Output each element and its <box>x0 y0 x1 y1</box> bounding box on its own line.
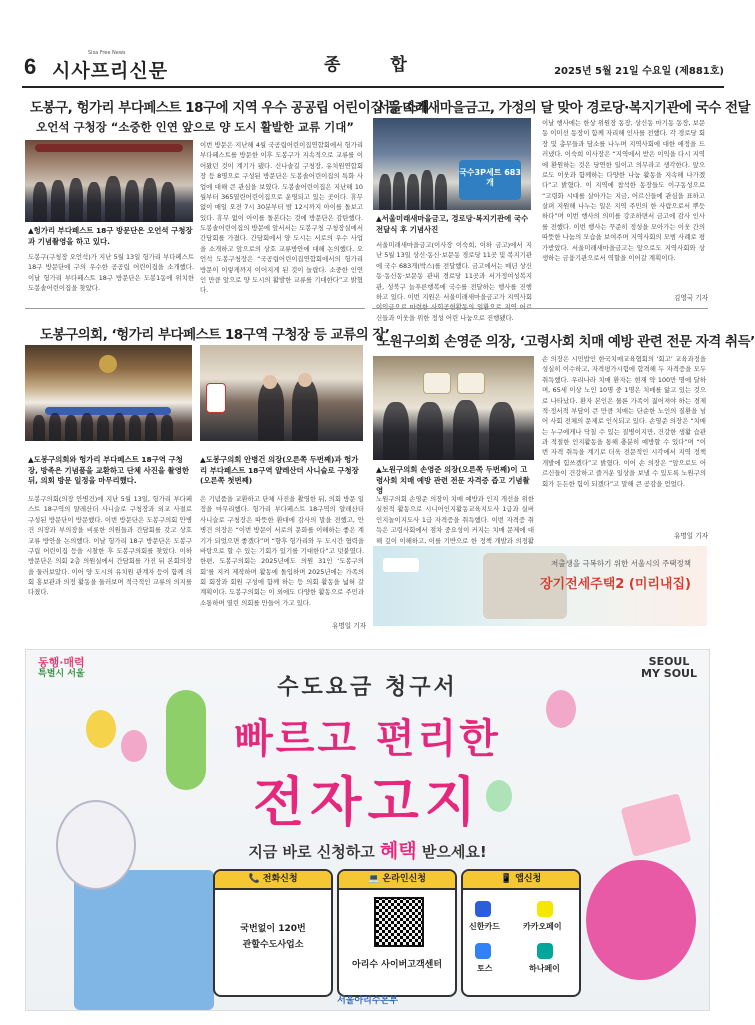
photo-person <box>81 413 93 441</box>
article2-byline: 김영국 기자 <box>674 294 708 302</box>
photo-person <box>421 170 433 210</box>
article1-body-right: 이번 방문은 지난해 4월 국공립어린이집연합회에서 헝가리 부다페스트를 방문한 이후 도봉구가 지속적으로 교류를 이어왔던 것이 계기가 됐다. 신나솔길 구청장, 유치원연합회장 등 8명으로 구성된 방문단은 도봉솔어린이집의 특화 사업에 대해 큰 관심을 보였다. 도봉솔어린이집은 지난해 10월부터 365열린어린이집으로 운영되고 있는 곳이다. 휴무 없이 매일 오전 7시 30분부터 밤 12시까지 아이를 돌보고 있다. 휴무 없이 아이를 돌본다는 것에 방문단은 감탄했다. 도봉솔어린이집의 방문에 앞서서는 도봉구청 구청장실에서 간담회를 가졌다. 간담회에서 양 도시는 서로의 우수 사업을 소개하고 앞으로의 상호 교류방안에 대해 논의했다. 오언석 도봉구청장은 “국공립어린이집연합회에서의 헝가리 방문이 이렇게까지 이어지게 된 것이 놀랍다. 소중한 인연인 만큼 앞으로 양 도시의 활발한 교류를 기대한다”고 밝혔다. <box>200 141 363 295</box>
photo-person <box>143 178 157 222</box>
logo-right-line2: MY SOUL <box>641 667 697 681</box>
photo-person <box>417 402 443 460</box>
kakaopay-icon[interactable] <box>537 901 553 917</box>
logo-right-line1: SEOUL <box>648 655 690 668</box>
tagline-pre: 지금 바로 신청하고 <box>248 843 380 861</box>
phone-signup-card[interactable] <box>213 869 333 997</box>
article1-subhead: 오언석 구청장 “소중한 인연 앞으로 양 도시 활발한 교류 기대” <box>36 120 354 134</box>
article3-caption-right: ▲도봉구의회 안병건 의장(오른쪽 두번째)과 헝가리 부다페스트 18구역 얄레산더 사니슬로 구청장(오른쪽 첫번째) <box>200 455 359 486</box>
photo-person <box>393 172 405 210</box>
online-card-title: 💻 온라인신청 <box>339 871 455 890</box>
photo-person <box>258 381 284 441</box>
photo-person <box>51 180 65 222</box>
newspaper-english-name: Sisa Free News <box>88 50 126 56</box>
housing-ad[interactable] <box>373 546 707 626</box>
photo-person <box>383 402 409 460</box>
photo-person <box>489 402 515 460</box>
qr-code-icon[interactable] <box>374 897 424 947</box>
photo-person <box>69 178 83 222</box>
app3-label: 토스 <box>477 964 493 973</box>
article4-caption: ▲노원구의회 손영준 의장(오른쪽 두번째)이 고령사회 치매 예방 관련 전문 자격증 즙고 기념촬영 <box>376 465 530 496</box>
photo-sign: 국수3P세트 683개 <box>459 160 521 200</box>
logo-left-sub: 특별시 서울 <box>38 669 85 680</box>
photo-person <box>379 174 391 210</box>
certificate-icon <box>423 372 451 394</box>
photo-person <box>113 413 125 441</box>
ad-title-line1: 빠르고 편리한 <box>234 716 501 762</box>
gift-box-icon <box>74 870 214 1010</box>
seoul-waterworks-logo: 서울아리수본부 <box>337 996 398 1006</box>
water-bill-ad[interactable] <box>25 649 710 1011</box>
article3-body-right: 은 기념품을 교환하고 단체 사진을 촬영한 뒤, 의회 방문 일정을 마무리했다. 헝가리 부다페스트 18구역의 얄레산더 사니슬로 구청장은 따뜻한 환대에 감사의 말을 전했고, 안병건 의장은 “이번 방문이 서로의 문화를 이해하는 좋은 계기가 되었으면 좋겠다”며 “향후 헝가리와 두 도시간 협력을 바탕으로 할 수 있는 기회가 있기를 기대한다”고 덧붙였다. 한편, 도봉구의회는 2025년에도 의원 31인 ‘도봉구의회’를 지켜 제작하며 활동에 돌입하며 2025년에는 가족의회 회장과 회원 구성에 함께 하는 등 의회 활동을 넓혀 갈 계획이다. 도봉구의회는 이 외에도 다양한 활동으로 주민과 소통하며 열린 의회를 만들어 가고 있다. <box>200 495 364 607</box>
certificate-icon <box>457 372 485 394</box>
logo-left-main: 동행·매력 <box>38 656 85 669</box>
photo-person <box>97 415 109 441</box>
photo-person <box>33 182 47 222</box>
photo-head <box>263 375 277 389</box>
phone-card-title: 📞 전화신청 <box>215 871 331 890</box>
shinhan-card-icon[interactable] <box>475 901 491 917</box>
article4-body-right: 손 의장은 시민밥인 한국치매교육협회의 ‘회고’ 교육과정을 성실히 이수하고, 자격평가시험에 합격해 두 자격증을 모두 취득했다. 우리나라 치매 환자는 현재 약 100만 명에 달하며, 65세 이상 노인 10명 중 1명은 치매를 앓고 있는 것으로 나타났다. 환자 본인은 물론 가족이 짊어져야 하는 경제적·정서적 부담이 큰 만큼 치매는 단순한 노인의 질환을 넘어 사회 전체의 문제로 인식되고 있다. 손영준 의장은 “치매는 누구에게나 닥칠 수 있는 질병이지만, 건강한 생활 습관과 적절한 인지활동을 통해 충분히 예방할 수 있다”며 “이번 자격 취득을 계기로 더욱 전문적인 시각에서 지역 정책 개발에 힘쓰겠다”고 밝혔다. 이어 손 의장은 “앞으로도 어르신들이 건강하고 즐거운 일상을 보낼 수 있도록 노원구의회가 든든한 힘이 되겠다”고 말해 큰 공감을 얻었다. <box>542 355 706 488</box>
hanapay-icon[interactable] <box>537 943 553 959</box>
article3-caption-left: ▲도봉구의회와 헝가리 부다페스트 18구역 구청장, 방족은 기념품을 교환하고 단체 사진을 촬영한 뒤, 의회 방문 일정을 마무리했다. <box>28 455 190 486</box>
photo-person <box>105 176 121 222</box>
housing-ad-line1: 저출생을 극복하기 위한 서울시의 주택정책 <box>551 559 691 568</box>
photo-person <box>33 415 45 441</box>
toss-icon[interactable] <box>475 943 491 959</box>
photo-person <box>145 413 157 441</box>
article4-photo <box>373 356 534 460</box>
article1-headline: 도봉구, 헝가리 부다페스트 18구에 지역 우수 공공립 어린이집 등 소개 <box>30 100 429 116</box>
newspaper-name: 시사프리신문 <box>52 60 169 82</box>
issue-date: 2025년 5월 21일 수요일 (제881호) <box>554 66 724 77</box>
article3-photo-left <box>25 345 192 441</box>
app1-label: 신한카드 <box>469 922 500 931</box>
photo-person <box>407 174 419 210</box>
photo-person <box>87 182 101 222</box>
online-signup-card[interactable] <box>337 869 457 997</box>
divider <box>25 308 365 309</box>
photo-person <box>65 415 77 441</box>
article2-photo <box>373 118 531 210</box>
section-title: 종 합 <box>324 55 429 75</box>
article4-body-left: 노원구의회 손영준 의장이 치매 예방과 인지 개선을 위한 실천적 활동으로 시니어인지활동교육지도사 1급과 실버인지놀이지도사 1급 자격증을 취득했다. 이번 자격증 취득은 고령사회에서 점차 중요성이 커지는 치매 문제에 대해 깊이 이해하고, 이를 기반으로 한 정책 개발과 의정활 <box>376 495 534 545</box>
app-card-title: 📱 앱신청 <box>463 871 579 890</box>
article2-caption: ▲서울미래새마을금고, 경로당·복지기관에 국수 전달식 후 기념사진 <box>376 214 529 234</box>
app-signup-card[interactable] <box>461 869 581 997</box>
phone-card-line2: 관할수도사업소 <box>242 940 304 950</box>
photo-person <box>453 400 479 460</box>
photo-banner <box>35 144 183 152</box>
divider <box>372 308 708 309</box>
article2-headline: 서울미래새마을금고, 가정의 달 맞아 경로당·복지기관에 국수 전달 <box>377 100 751 116</box>
ad-title-line2: 전자고지 <box>253 772 482 833</box>
article3-photo-right <box>200 345 363 441</box>
article1-body-left: 도봉구(구청장 오언석)가 지난 5월 13일 헝가리 부다페스트 18구 방문단에 구의 우수한 공공립 어린이집을 소개했다. 이날 헝가리 부다페스트 18구 방문단은 도봉1동에 위치한 도봉솔어린이집을 찾았다. <box>28 253 194 293</box>
article1-caption: ▲헝가리 부다페스트 18구 방문단은 오언석 구청장과 기념촬영을 하고 있다. <box>28 226 193 246</box>
monster-mascot-icon <box>586 860 696 980</box>
tagline-post: 받으세요! <box>416 843 487 861</box>
photo-person <box>129 415 141 441</box>
article4-byline: 유명일 기자 <box>674 532 708 540</box>
phone-card-line1: 국번없이 120번 <box>240 924 306 934</box>
photo-person <box>49 413 61 441</box>
app4-label: 하나페이 <box>529 964 560 973</box>
article3-byline: 유명일 기자 <box>332 622 366 630</box>
masthead <box>22 48 724 88</box>
article3-headline: 도봉구의회, ‘헝가리 부다페스트 18구역 구청장 등 교류의 장’ <box>40 327 390 343</box>
seoul-logo <box>383 558 419 572</box>
ad-tagline <box>26 836 709 863</box>
flag-icon <box>206 383 226 413</box>
article1-photo <box>25 140 193 222</box>
photo-person <box>435 174 447 210</box>
photo-person <box>125 180 139 222</box>
page-number: 6 <box>24 54 37 79</box>
photo-person <box>161 415 173 441</box>
photo-head <box>298 373 312 387</box>
online-card-line: 아리수 사이버고객센터 <box>351 960 443 970</box>
photo-person <box>161 182 175 222</box>
article3-body-left: 도봉구의회(의장 안병건)에 지난 5월 13일, 헝가리 부다페스트 18구역의 얄레산더 사니슬로 구청장과 외교 사절로 구성된 방문단이 방문했다. 이번 방문단은 도봉구의회 안병건 의장과 부의장을 비롯한 의원들과 간담회를 갖고 상호 교류 방안을 논의했다. 이날 헝가리 18구 방문단은 도봉구 구립 어린이집 등을 시찰한 후 도봉구의회를 찾았다. 이하 방문단은 의회 2층 의원실에서 간담회를 가진 뒤 본회의장을 둘러보았다. 이어 양 도시의 유치원 관계자 등이 함께 의회 홍보관과 의정 활동을 둘러보며 적극적인 교류의 의지를 다졌다. <box>28 495 192 597</box>
app2-label: 카카오페이 <box>523 922 562 931</box>
ad-subtitle: 수도요금 청구서 <box>277 675 458 700</box>
photo-person <box>292 379 318 441</box>
emblem-icon <box>99 355 117 373</box>
article2-body-left: 서울미래새마을금고(이사장 이숙희, 이하 금고)에서 지난 5월 13일 상신·동신·보문동 경로당 11곳 및 복지기관에 국수 683개(박스)를 전달했다. 금고에서는 매년 상신동·동신동·보문동 관내 경로당 11곳과 서가정여성복지관, 성북구 늘푸른행복에 국수를 전달하는 행사를 진행하고 있다. 이번 지원은 서울미래새마을금고가 지역사회 신들과 이웃을 위한 정성 어린 나눔으로 진행됐다. <box>376 241 532 322</box>
article4-headline: 노원구의회 손영준 의장, ‘고령사회 치매 예방 관련 전문 자격 취득’ <box>377 334 755 350</box>
housing-ad-line2: 장기전세주택2 (미리내집) <box>539 577 691 592</box>
tagline-highlight: 혜택 <box>379 840 417 862</box>
article2-body-right: 이날 행사에는 한상 위원장 동장, 상신동 마기동 동장, 보문동 이미선 동장이 함께 자리해 인사를 전했다. 각 경로당 회장 및 총무들과 담소를 나누며 지역사회에 대한 애정을 드러냈다. 이숙희 이사장은 “지역에서 받은 이익을 다시 지역에 환원하는 것은 당연한 일이고 의무라고 생각한다. 앞으로도 이웃과 함께하는 다양한 나눔 활동을 지속해 나가겠다”고 밝혔다. 이 지역에 참석한 동장들도 이구동성으로 “고령화 시대를 살아가는 지금, 어르신들에 관심을 표하고 살펴 지원해 나누는 일은 지역 주민의 한 사람으로서 뿌듯하다”며 이번 행사의 의미를 강조하면서 금고에 감사 인사를 전했다. 이번 행사는 꾸준히 정성을 모아가는 이웃 간의 따뜻한 나눔의 모습을 보여주며 지역사회의 모범 사례로 평가받았다. 서울미래새마을금고는 앞으로도 지역사회와 상생하는 금융기관으로서 역할을 이어갈 계획이다. <box>542 119 705 262</box>
